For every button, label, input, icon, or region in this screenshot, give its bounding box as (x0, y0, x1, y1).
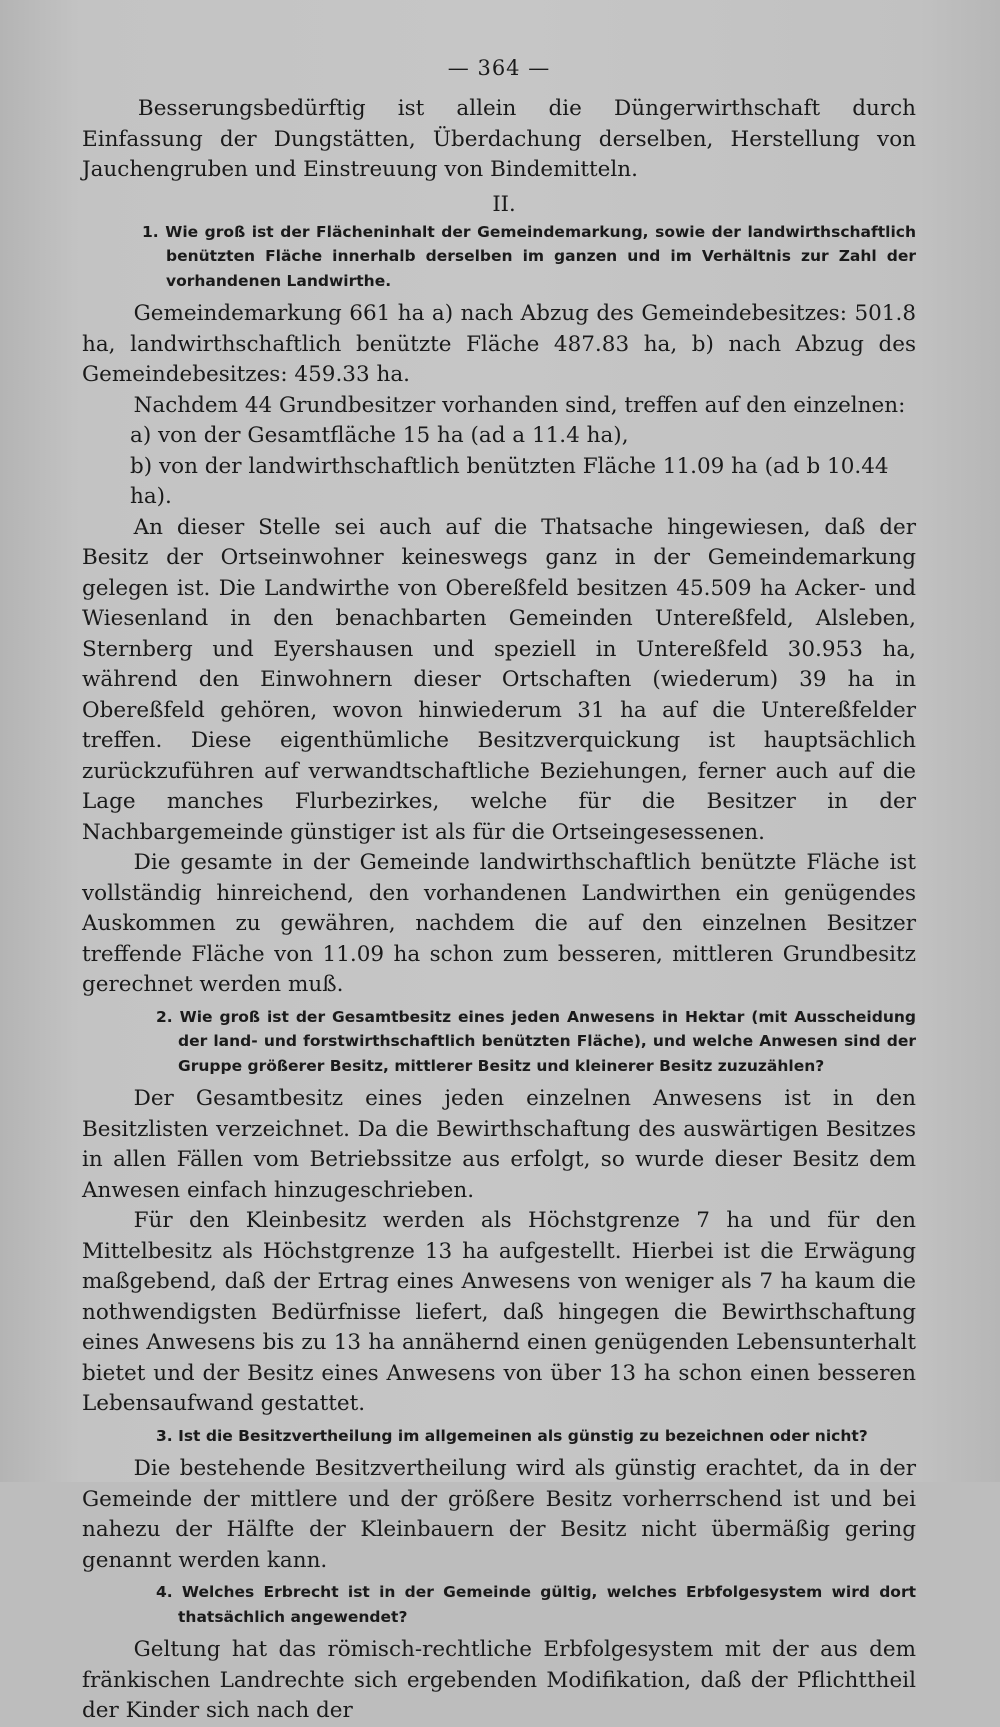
paragraph-besitzvertheilung: Die bestehende Besitzvertheilung wird als günstig erachtet, da in der Gemeinde der mittlere und der größere Besitz vorherrschend ist und bei nahezu der Hälfte der Kleinbauern der Besitz nicht übermäßig gering genannt werden kann. (82, 1456, 916, 1573)
question-3: 3. Ist die Besitzvertheilung im allgemeinen als günstig zu bezeichnen oder nicht? (156, 1426, 868, 1445)
question-1: 1. Wie groß ist der Flächeninhalt der Gemeindemarkung, sowie der landwirthschaftlich benützten Fläche innerhalb derselben im ganzen und im Verhältnis zur Zahl der vorhandenen Landwirthe. (142, 222, 916, 290)
paragraph-gesamtbesitz: Der Gesamtbesitz eines jeden einzelnen Anwesens ist in den Besitzlisten verzeichnet. Da die Bewirthschaftung des auswärtigen Besitzes in allen Fällen vom Betriebssitze aus erfolgt, so wurde dieser Besitz dem Anwesen einfach hinzugeschrieben. (82, 1086, 916, 1203)
paragraph-besitzverquickung: An dieser Stelle sei auch auf die Thatsache hingewiesen, daß der Besitz der Ortseinwohner keineswegs ganz in der Gemeindemarkung gelegen ist. Die Landwirthe von Obereßfeld besitzen 45.509 ha Acker- und Wiesenland in den benachbarten Gemeinden Untereßfeld, Alsleben, Sternberg und Eyershausen und speziell in Untereßfeld 30.953 ha, während den Einwohnern dieser Ortschaften (wiederum) 39 ha in Obereßfeld gehören, wovon hinwiederum 31 ha auf die Untereßfelder treffen. Diese eigenthümliche Besitzverquickung ist hauptsächlich zurückzuführen auf verwandtschaftliche Beziehungen, ferner auch auf die Lage manches Flurbezirkes, welche für die Besitzer in der Nachbargemeinde günstiger ist als für die Ortseingesessenen. (82, 514, 916, 845)
paragraph-gemeindemarkung: Gemeindemarkung 661 ha a) nach Abzug des Gemeindebesitzes: 501.8 ha, landwirthschaftlich benützte Fläche 487.83 ha, b) nach Abzug des Gemeindebesitzes: 459.33 ha. (82, 301, 916, 387)
section-heading-ii: II. (492, 191, 516, 216)
question-2: 2. Wie groß ist der Gesamtbesitz eines jeden Anwesens in Hektar (mit Ausscheidung der land- und forstwirthschaftlich benützten Fläche), und welche Anwesen sind der Gruppe größerer Besitz, mittlerer Besitz und kleinerer Besitz zuzuzählen? (156, 1007, 916, 1075)
paragraph-kleinbesitz: Für den Kleinbesitz werden als Höchstgrenze 7 ha und für den Mittelbesitz als Höchstgrenze 13 ha aufgestellt. Hierbei ist die Erwägung maßgebend, daß der Ertrag eines Anwesens von weniger als 7 ha kaum die nothwendigsten Bedürfnisse liefert, daß hingegen die Bewirthschaftung eines Anwesens bis zu 13 ha annähernd einen genügenden Lebensunterhalt bietet und der Besitz eines Anwesens von über 13 ha schon einen besseren Lebensaufwand gestattet. (82, 1208, 916, 1416)
paragraph-gesamte-flaeche: Die gesamte in der Gemeinde landwirthschaftlich benützte Fläche ist vollständig hinreichend, den vorhandenen Landwirthen ein genügendes Auskommen zu gewähren, nachdem die auf den einzelnen Besitzer treffende Fläche von 11.09 ha schon zum besseren, mittleren Grundbesitz gerechnet werden muß. (82, 850, 916, 997)
list-item-a: a) von der Gesamtfläche 15 ha (ad a 11.4 ha), (130, 423, 629, 448)
question-4: 4. Welches Erbrecht ist in der Gemeinde gültig, welches Erbfolgesystem wird dort thatsächlich angewendet? (156, 1583, 916, 1626)
list-item-b: b) von der landwirthschaftlich benützten Fläche 11.09 ha (ad b 10.44 ha). (130, 453, 889, 509)
paragraph-dungerwirthschaft: Besserungsbedürftig ist allein die Düngerwirthschaft durch Einfassung der Dungstätten, Überdachung derselben, Herstellung von Jauchengruben und Einstreuung von Bindemitteln. (82, 96, 916, 182)
paragraph-erbfolgesystem: Geltung hat das römisch-rechtliche Erbfolgesystem mit der aus dem fränkischen Landrechte sich ergebenden Modifikation, daß der Pflichttheil der Kinder sich nach der (82, 1637, 916, 1723)
page-number: — 364 — (447, 56, 551, 80)
paragraph-grundbesitzer: Nachdem 44 Grundbesitzer vorhanden sind, treffen auf den einzelnen: (133, 392, 906, 418)
